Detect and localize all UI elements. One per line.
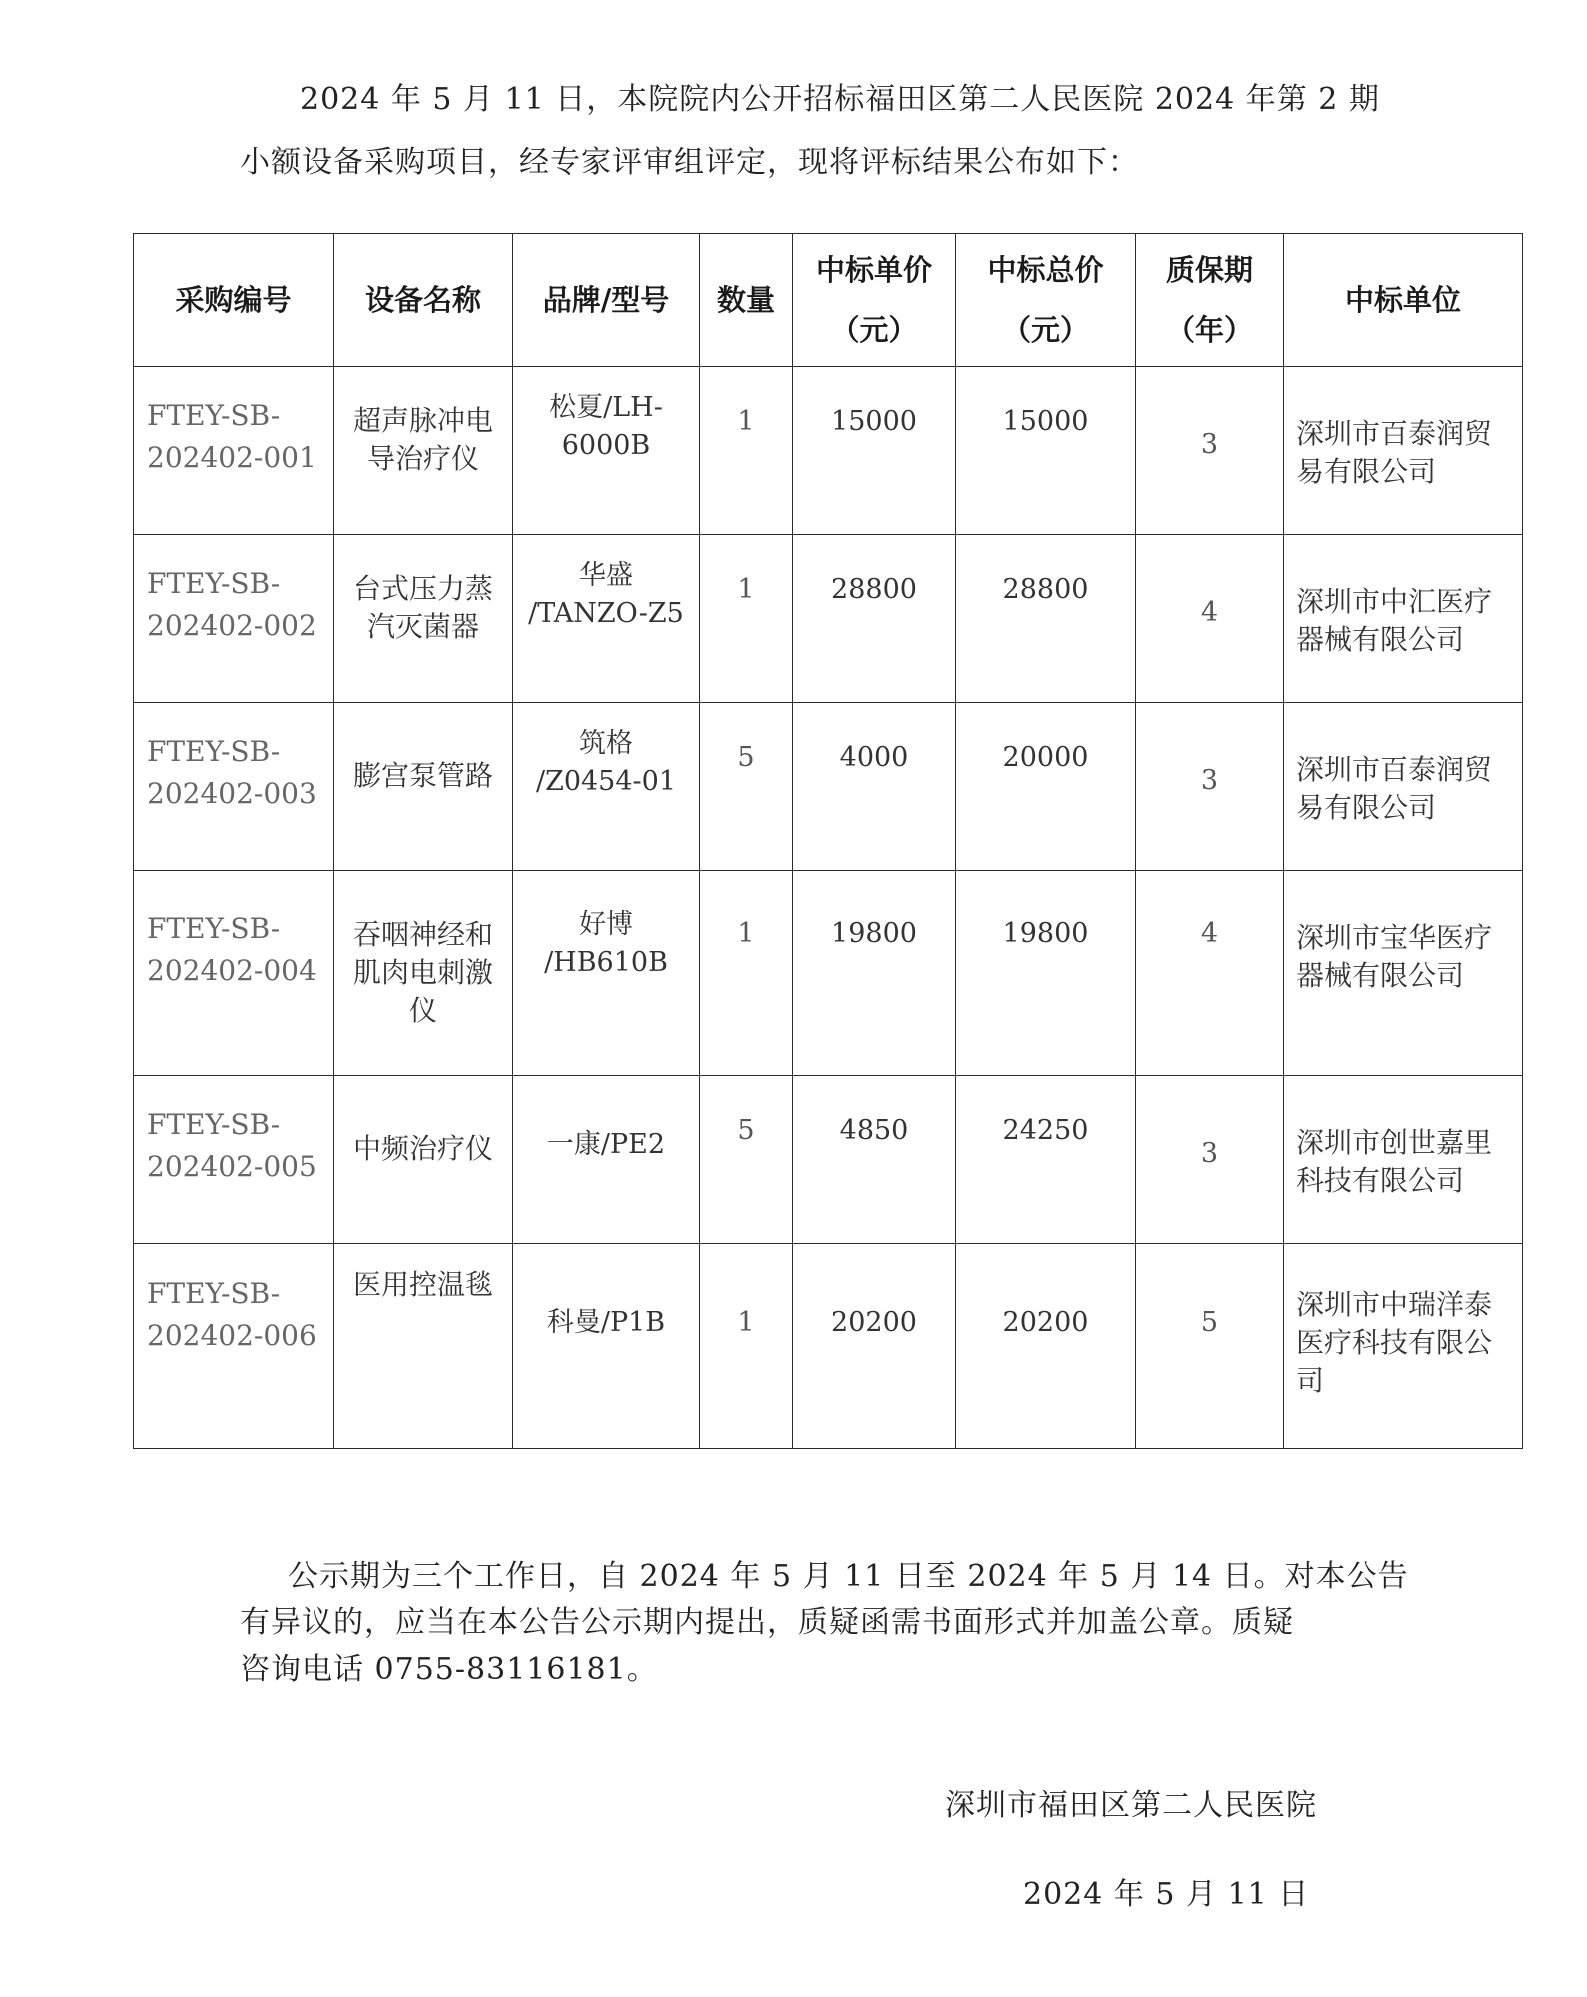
- cell-vendor: [1284, 367, 1523, 535]
- total-price-value: 24250: [1002, 1114, 1089, 1146]
- header-brand: 品牌/型号: [513, 234, 700, 367]
- bid-results-table: [133, 233, 1523, 1449]
- warranty-value: 4: [1200, 918, 1219, 949]
- code-line: 202402-003: [147, 776, 317, 810]
- cell-total-price: [956, 535, 1136, 703]
- unit-price-value: 4000: [839, 741, 909, 773]
- header-code: 采购编号: [134, 234, 334, 367]
- header-unit-price-line-2: （元）: [830, 313, 918, 347]
- brand-line: 好博: [579, 909, 633, 940]
- notice-line-1: 公示期为三个工作日，自 2024 年 5 月 11 日至 2024 年 5 月 14 日。对本公告: [288, 1559, 1409, 1594]
- cell-warranty: [1136, 367, 1284, 535]
- vendor-line: 司: [1296, 1364, 1325, 1397]
- cell-unit-price: [793, 703, 956, 871]
- signature-date: 2024 年 5 月 11 日: [1023, 1877, 1310, 1912]
- cell-unit-price: [793, 1244, 956, 1449]
- header-warranty-line-1: 质保期: [1165, 253, 1253, 287]
- qty-value: 1: [737, 918, 755, 949]
- vendor-line: 器械有限公司: [1296, 622, 1465, 656]
- brand-line: 华盛: [579, 559, 633, 591]
- cell-brand: [513, 703, 700, 871]
- cell-qty: [700, 1076, 793, 1244]
- cell-warranty: [1136, 703, 1284, 871]
- vendor-line: 深圳市中汇医疗: [1296, 584, 1493, 618]
- table-row: [134, 703, 1523, 871]
- cell-total-price: [956, 1076, 1136, 1244]
- cell-qty: [700, 871, 793, 1076]
- brand-line: 6000B: [561, 429, 651, 461]
- intro-line-1: 2024 年 5 月 11 日，本院院内公开招标福田区第二人民医院 2024 年第 2 期: [300, 82, 1380, 117]
- cell-vendor: [1284, 703, 1523, 871]
- code-line: FTEY-SB-: [147, 1107, 281, 1141]
- code-line: FTEY-SB-: [147, 398, 281, 432]
- table-row: [134, 367, 1523, 535]
- notice-line-2: 有异议的，应当在本公告公示期内提出，质疑函需书面形式并加盖公章。质疑: [240, 1605, 1294, 1640]
- cell-brand: [513, 367, 700, 535]
- name-line: 膨宫泵管路: [352, 758, 493, 792]
- code-line: 202402-006: [147, 1319, 317, 1352]
- vendor-line: 器械有限公司: [1296, 959, 1465, 992]
- name-line: 肌肉电刺激: [352, 956, 493, 989]
- cell-code: [134, 367, 334, 535]
- name-line: 导治疗仪: [366, 441, 479, 475]
- table-row: [134, 1076, 1523, 1244]
- table-row: [134, 535, 1523, 703]
- qty-value: 1: [737, 405, 755, 437]
- code-line: FTEY-SB-: [147, 566, 281, 600]
- vendor-line: 深圳市中瑞洋泰: [1296, 1288, 1493, 1321]
- cell-qty: [700, 367, 793, 535]
- vendor-line: 深圳市百泰润贸: [1296, 416, 1493, 450]
- brand-line: /HB610B: [544, 947, 668, 978]
- vendor-line: 科技有限公司: [1296, 1163, 1465, 1197]
- cell-code: [134, 703, 334, 871]
- warranty-value: 3: [1200, 428, 1219, 460]
- cell-brand: [513, 1076, 700, 1244]
- cell-vendor: [1284, 535, 1523, 703]
- cell-brand: [513, 535, 700, 703]
- code-line: FTEY-SB-: [147, 734, 281, 768]
- cell-qty: [700, 535, 793, 703]
- code-line: 202402-001: [147, 440, 317, 474]
- cell-total-price: [956, 871, 1136, 1076]
- unit-price-value: 4850: [839, 1114, 909, 1146]
- header-total-price-line-2: （元）: [1001, 313, 1089, 347]
- header-unit-price-line-1: 中标单价: [815, 253, 932, 287]
- cell-unit-price: [793, 367, 956, 535]
- code-line: FTEY-SB-: [147, 912, 281, 945]
- warranty-value: 3: [1200, 1137, 1219, 1169]
- vendor-line: 深圳市百泰润贸: [1296, 752, 1493, 786]
- name-line: 汽灭菌器: [366, 609, 479, 643]
- unit-price-value: 28800: [831, 573, 917, 605]
- unit-price-value: 19800: [831, 918, 917, 949]
- header-total-price: [956, 234, 1136, 367]
- cell-total-price: [956, 367, 1136, 535]
- cell-name: [334, 535, 513, 703]
- header-warranty: [1136, 234, 1284, 367]
- name-line: 医用控温毯: [352, 1268, 493, 1301]
- header-total-price-line-1: 中标总价: [987, 253, 1104, 287]
- cell-warranty: [1136, 871, 1284, 1076]
- cell-qty: [700, 1244, 793, 1449]
- brand-line: 科曼/P1B: [546, 1307, 666, 1338]
- warranty-value: 3: [1200, 764, 1219, 796]
- cell-warranty: [1136, 1076, 1284, 1244]
- cell-name: [334, 1076, 513, 1244]
- code-line: 202402-002: [147, 608, 317, 642]
- total-price-value: 28800: [1002, 573, 1089, 605]
- vendor-line: 医疗科技有限公: [1296, 1326, 1493, 1359]
- header-vendor: 中标单位: [1284, 234, 1523, 367]
- cell-brand: [513, 1244, 700, 1449]
- signature-organization: 深圳市福田区第二人民医院: [945, 1788, 1317, 1823]
- qty-value: 5: [737, 1114, 755, 1146]
- cell-qty: [700, 703, 793, 871]
- code-line: 202402-005: [147, 1149, 317, 1183]
- notice-line-3: 咨询电话 0755-83116181。: [240, 1652, 658, 1687]
- unit-price-value: 20200: [831, 1307, 917, 1338]
- cell-name: [334, 1244, 513, 1449]
- brand-line: 筑格: [579, 727, 633, 759]
- brand-line: 松夏/LH-: [549, 391, 663, 423]
- header-warranty-line-2: （年）: [1165, 313, 1253, 347]
- cell-code: [134, 871, 334, 1076]
- qty-value: 1: [737, 1307, 755, 1338]
- cell-unit-price: [793, 1076, 956, 1244]
- cell-brand: [513, 871, 700, 1076]
- table-row: [134, 1244, 1523, 1449]
- name-line: 中频治疗仪: [352, 1131, 493, 1165]
- cell-code: [134, 1244, 334, 1449]
- cell-total-price: [956, 703, 1136, 871]
- cell-code: [134, 1076, 334, 1244]
- brand-line: /Z0454-01: [535, 765, 677, 797]
- table-row: [134, 871, 1523, 1076]
- brand-line: /TANZO-Z5: [528, 597, 684, 629]
- cell-warranty: [1136, 535, 1284, 703]
- cell-warranty: [1136, 1244, 1284, 1449]
- total-price-value: 20000: [1002, 741, 1089, 773]
- name-line: 吞咽神经和: [352, 918, 493, 951]
- cell-vendor: [1284, 1244, 1523, 1449]
- intro-line-2: 小额设备采购项目，经专家评审组评定，现将评标结果公布如下：: [240, 145, 1139, 180]
- cell-name: [334, 871, 513, 1076]
- qty-value: 5: [737, 741, 755, 773]
- vendor-line: 易有限公司: [1296, 454, 1437, 488]
- qty-value: 1: [737, 573, 755, 605]
- code-line: 202402-004: [147, 954, 317, 987]
- cell-vendor: [1284, 871, 1523, 1076]
- header-unit-price: [793, 234, 956, 367]
- name-line: 仪: [408, 994, 437, 1027]
- cell-name: [334, 703, 513, 871]
- header-name: 设备名称: [334, 234, 513, 367]
- table-header-row: [134, 234, 1523, 367]
- total-price-value: 20200: [1002, 1307, 1089, 1338]
- name-line: 台式压力蒸: [352, 571, 493, 605]
- cell-name: [334, 367, 513, 535]
- unit-price-value: 15000: [831, 405, 917, 437]
- vendor-line: 深圳市创世嘉里: [1296, 1125, 1493, 1159]
- vendor-line: 易有限公司: [1296, 790, 1437, 824]
- code-line: FTEY-SB-: [147, 1277, 281, 1310]
- vendor-line: 深圳市宝华医疗: [1296, 921, 1493, 954]
- cell-unit-price: [793, 871, 956, 1076]
- cell-code: [134, 535, 334, 703]
- warranty-value: 4: [1200, 596, 1219, 628]
- total-price-value: 15000: [1002, 405, 1089, 437]
- cell-vendor: [1284, 1076, 1523, 1244]
- name-line: 超声脉冲电: [352, 403, 493, 437]
- warranty-value: 5: [1200, 1307, 1219, 1338]
- brand-line: 一康/PE2: [546, 1128, 666, 1160]
- total-price-value: 19800: [1002, 918, 1089, 949]
- header-qty: 数量: [700, 234, 793, 367]
- cell-unit-price: [793, 535, 956, 703]
- cell-total-price: [956, 1244, 1136, 1449]
